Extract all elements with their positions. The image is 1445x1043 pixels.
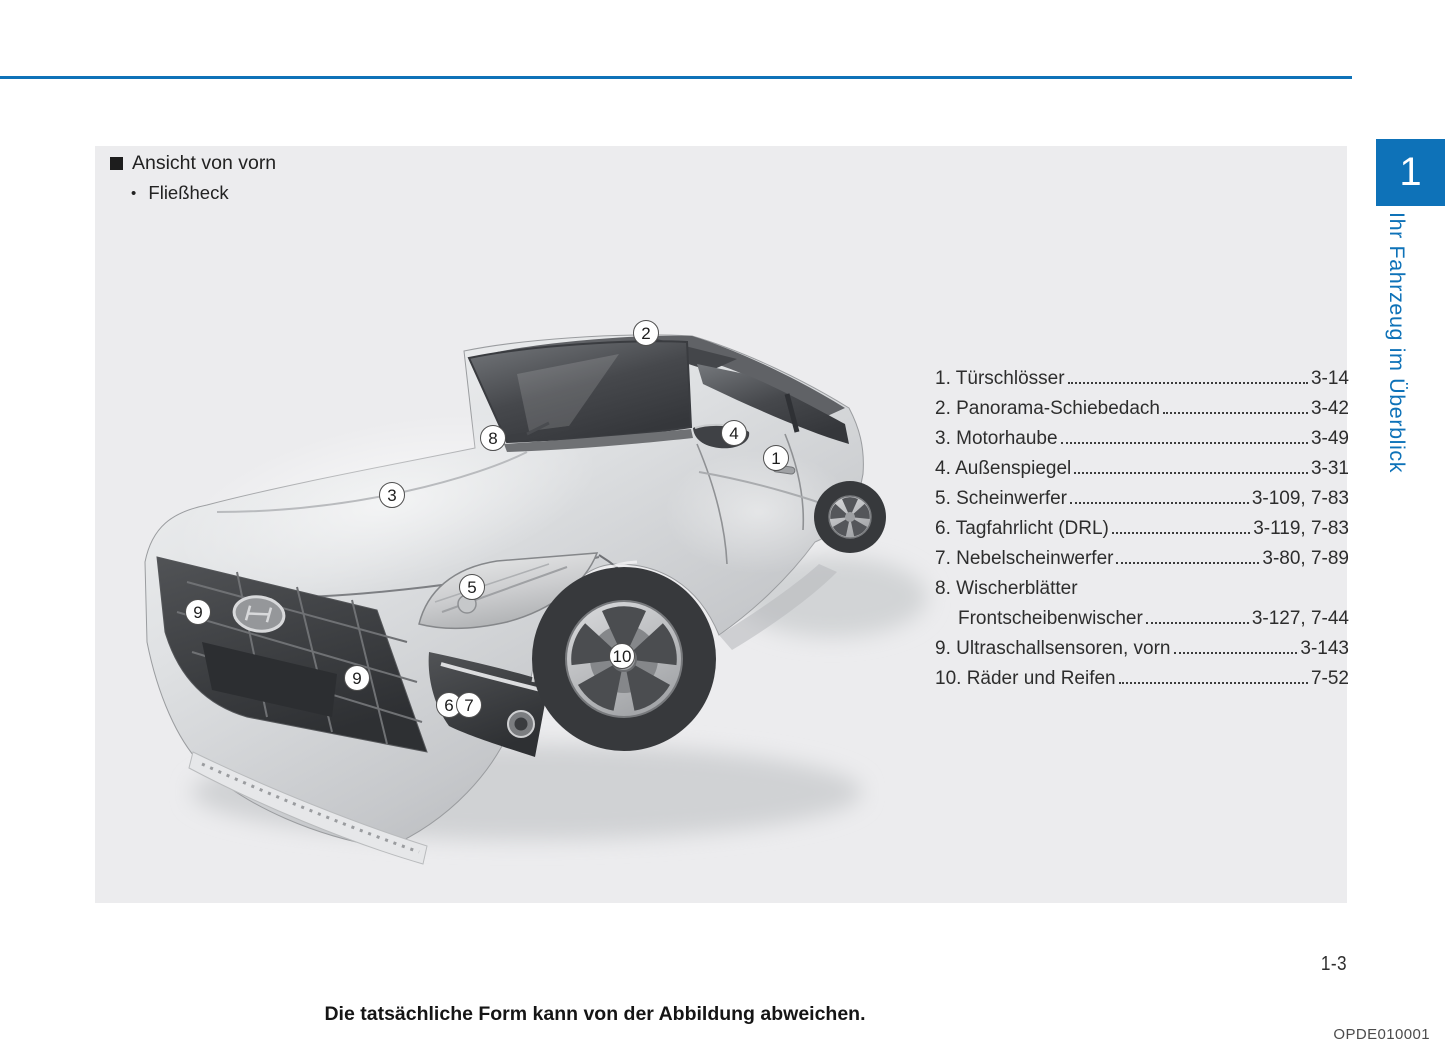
toc-dot-leader (1174, 652, 1298, 654)
figure-caption: Die tatsächliche Form kann von der Abbildung abweichen. (324, 1003, 866, 1025)
toc-row (935, 458, 1349, 488)
bullet-icon: • (131, 185, 137, 202)
callout-7: 7 (456, 692, 482, 718)
chapter-title-vertical: Ihr Fahrzeug im Überblick (1385, 212, 1409, 474)
car-rear-wheel (814, 481, 886, 553)
callout-3: 3 (379, 482, 405, 508)
toc-label: 7. Nebelscheinwerfer (935, 548, 1114, 569)
toc-row (935, 488, 1349, 518)
toc-page-ref: 3-119, 7-83 (1253, 518, 1349, 539)
callout-6: 6 (436, 692, 462, 718)
toc-label: 3. Motorhaube (935, 428, 1058, 449)
toc-row (935, 518, 1349, 548)
toc-dot-leader (1119, 682, 1308, 684)
toc-page-ref: 3-31 (1310, 458, 1349, 479)
toc-label: 8. Wischerblätter (935, 578, 1078, 599)
toc-row (935, 398, 1349, 428)
toc-page-ref: 3-143 (1300, 638, 1349, 659)
figure-header (110, 152, 276, 175)
callout-1: 1 (763, 445, 789, 471)
toc-dot-leader (1146, 622, 1249, 624)
toc-label: 2. Panorama-Schiebedach (935, 398, 1160, 419)
chapter-tab (1376, 139, 1445, 206)
toc-page-ref: 3-42 (1310, 398, 1349, 419)
callout-9: 9 (185, 599, 211, 625)
toc-row (935, 368, 1349, 398)
toc-page-ref: 3-127, 7-44 (1251, 608, 1349, 629)
car-illustration-wrap (97, 212, 907, 862)
toc-row (935, 668, 1349, 698)
toc-page-ref: 7-52 (1310, 668, 1349, 689)
toc-page-ref: 3-14 (1310, 368, 1349, 389)
toc-label: 4. Außenspiegel (935, 458, 1072, 479)
toc-row (935, 548, 1349, 578)
toc-row (935, 638, 1349, 668)
callout-4: 4 (721, 420, 747, 446)
view-title: Ansicht von vorn (132, 152, 277, 174)
callout-8: 8 (480, 425, 506, 451)
toc-dot-leader (1074, 472, 1308, 474)
toc-label: 6. Tagfahrlicht (DRL) (935, 518, 1109, 539)
toc-label: 5. Scheinwerfer (935, 488, 1068, 509)
callout-10: 10 (609, 643, 635, 669)
chapter-number: 1 (1399, 150, 1422, 194)
toc-page-ref: 3-49 (1310, 428, 1349, 449)
toc-page-ref: 3-109, 7-83 (1251, 488, 1349, 509)
toc-dot-leader (1112, 532, 1250, 534)
toc-row (935, 428, 1349, 458)
figure-variant (131, 182, 229, 204)
callout-2: 2 (633, 320, 659, 346)
page-number: 1-3 (1320, 952, 1347, 975)
toc-label: 10. Räder und Reifen (935, 668, 1116, 689)
toc-label: 1. Türschlösser (935, 368, 1065, 389)
callout-5: 5 (459, 574, 485, 600)
toc-label: 9. Ultraschallsensoren, vorn (935, 638, 1171, 659)
toc-dot-leader (1068, 382, 1308, 384)
header-rule (0, 76, 1352, 79)
square-marker-icon (110, 157, 123, 170)
toc-label: Frontscheibenwischer (958, 608, 1143, 629)
toc-dot-leader (1163, 412, 1308, 414)
car-front-view-illustration (97, 212, 907, 862)
figure-image-code: OPDE010001 (1333, 1026, 1430, 1043)
toc-row (935, 578, 1349, 608)
toc-dot-leader (1061, 442, 1308, 444)
toc-dot-leader (1070, 502, 1249, 504)
variant-label: Fließheck (148, 182, 229, 203)
toc-list (935, 368, 1349, 698)
toc-page-ref: 3-80, 7-89 (1262, 548, 1349, 569)
callout-9: 9 (344, 665, 370, 691)
toc-dot-leader (1116, 562, 1259, 564)
toc-subrow (935, 608, 1349, 638)
